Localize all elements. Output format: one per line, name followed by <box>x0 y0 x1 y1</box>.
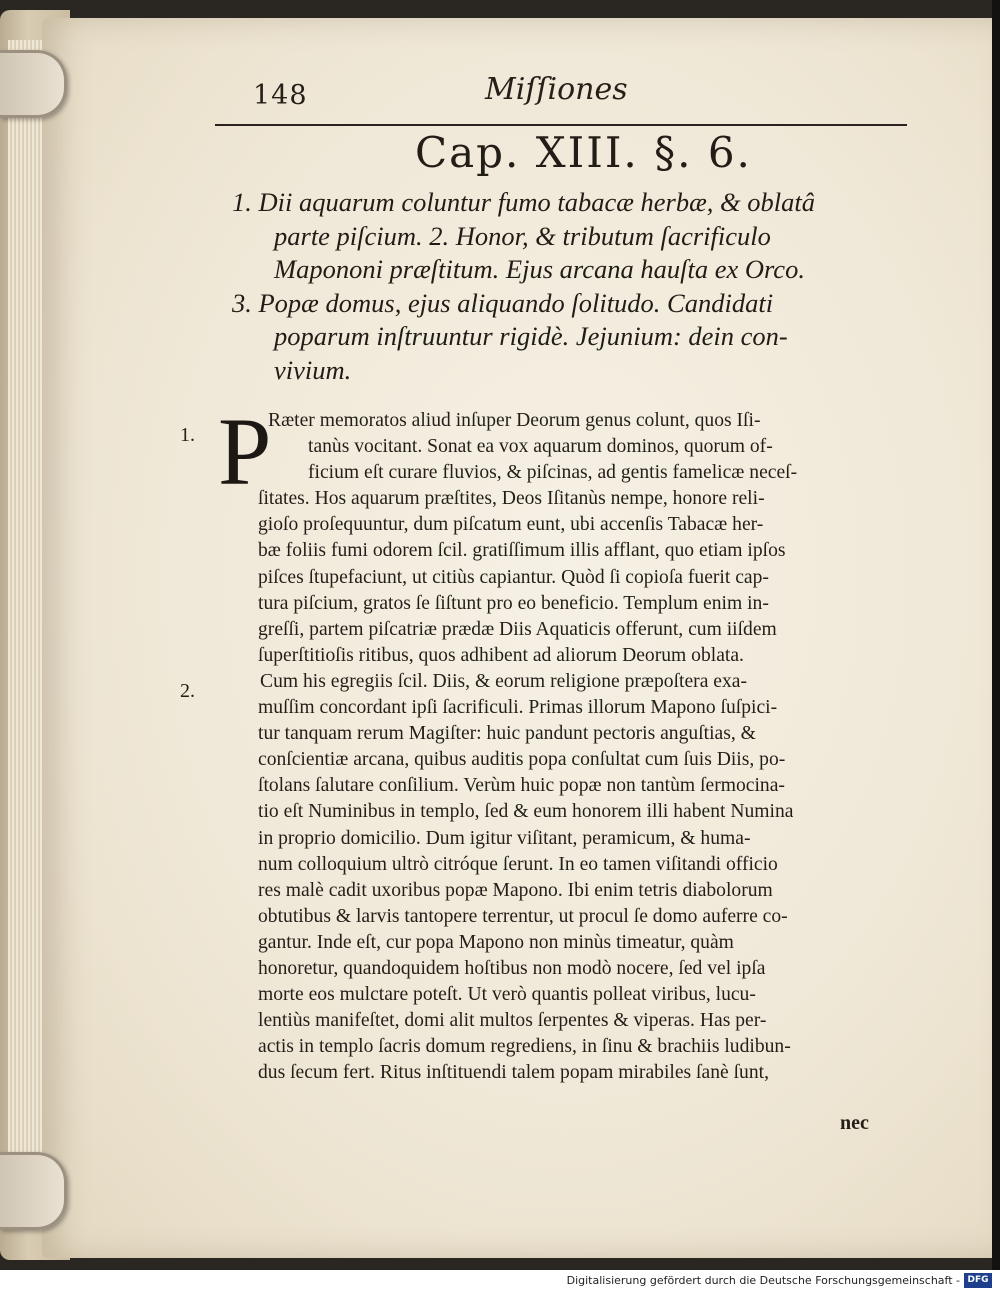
text-line: muſſim concordant ipſi ſacrificuli. Primas illorum Mapono ſuſpici- <box>258 697 778 719</box>
footer-bar <box>0 1270 1000 1292</box>
text-line: res malè cadit uxoribus popæ Mapono. Ibi enim tetris diabolorum <box>258 879 773 901</box>
text-line: num colloquium ultrò citróque ſerunt. In eo tamen viſitandi officio <box>258 853 778 875</box>
text-line: tio eſt Numinibus in templo, ſed & eum honorem illi habent Numina <box>258 801 794 823</box>
running-title: Miſſiones <box>485 72 628 107</box>
text-line: obtutibus & larvis tantopere terrentur, ut procul ſe domo auferre co- <box>258 905 788 927</box>
text-line: greſſi, partem piſcatriæ prædæ Diis Aquaticis offerunt, cum iiſdem <box>258 618 777 640</box>
text-line: ſuperſtitioſis ritibus, quos adhibent ad aliorum Deorum oblata. <box>258 644 744 666</box>
text-line: morte eos mulctare poteſt. Ut verò quantis polleat viribus, lucu- <box>258 984 756 1006</box>
text-line: honoretur, quandoquidem hoſtibus non modò nocere, ſed vel ipſa <box>258 957 766 979</box>
text-line: ſitates. Hos aquarum præſtites, Deos Iſitanùs nempe, honore reli- <box>258 488 765 510</box>
text-line: bæ foliis fumi odorem ſcil. gratiſſimum illis afflant, quo etiam ipſos <box>258 540 786 562</box>
drop-cap: P <box>218 398 272 505</box>
chapter-summary <box>232 186 912 387</box>
summary-line: vivium. <box>274 354 352 385</box>
text-line: actis in templo ſacris domum regrediens, in ſinu & brachiis ludibun- <box>258 1036 791 1058</box>
text-line: tanùs vocitant. Sonat ea vox aquarum dominos, quorum of- <box>308 436 773 458</box>
text-line: gioſo proſequuntur, dum piſcatum eunt, ubi accenſis Tabacæ her- <box>258 514 764 536</box>
text-line: Ræter memoratos aliud inſuper Deorum genus colunt, quos Iſi- <box>268 410 761 431</box>
book-clasp-bottom <box>0 1152 67 1230</box>
text-line: piſces ſtupefaciunt, ut citiùs capiantur. Quòd ſi copioſa fuerit cap- <box>258 566 769 588</box>
running-head <box>215 72 907 126</box>
summary-line: poparum inſtruuntur rigidè. Jejunium: dein con- <box>274 321 788 351</box>
chapter-heading: Cap. XIII. §. 6. <box>415 128 752 177</box>
text-line: in proprio domicilio. Dum igitur viſitant, peramicum, & huma- <box>258 827 751 849</box>
text-line: ſtolans ſalutare conſilium. Verùm huic popæ non tantùm ſermocina- <box>258 775 785 797</box>
summary-line: 1. Dii aquarum coluntur fumo tabacæ herbæ, & oblatâ <box>232 187 815 217</box>
text-line: Cum his egregiis ſcil. Diis, & eorum religione præpoſtera exa- <box>260 670 748 692</box>
text-line: ficium eſt curare fluvios, & piſcinas, ad gentis famelicæ neceſ- <box>308 462 798 484</box>
summary-line: parte piſcium. 2. Honor, & tributum ſacrificulo <box>274 220 771 251</box>
text-line: conſcientiæ arcana, quibus auditis popa conſultat cum ſuis Diis, po- <box>258 749 786 771</box>
margin-number: 2. <box>180 680 195 702</box>
scan-edge <box>992 0 1000 1270</box>
margin-number: 1. <box>180 424 195 446</box>
footer-credit: Digitalisierung gefördert durch die Deutsche Forschungsgemeinschaft - <box>566 1274 960 1287</box>
text-line: tur tanquam rerum Magiſter: huic pandunt pectoris anguſtias, & <box>258 723 756 745</box>
body-text <box>258 408 908 1086</box>
text-line: tura piſcium, gratos ſe ſiſtunt pro eo beneficio. Templum enim in- <box>258 592 769 614</box>
text-line: lentiùs manifeſtet, domi alit multos ſerpentes & viperas. Has per- <box>258 1010 767 1032</box>
text-line: gantur. Inde eſt, cur popa Mapono non minùs timeatur, quàm <box>258 931 734 953</box>
text-line: dus ſecum fert. Ritus inſtituendi talem popam mirabiles ſanè ſunt, <box>258 1062 769 1084</box>
summary-line: Mapononi præſtitum. Ejus arcana hauſta ex Orco. <box>274 254 805 284</box>
catchword: nec <box>840 1112 869 1134</box>
summary-line: 3. Popæ domus, ejus aliquando ſolitudo. Candidati <box>232 287 774 318</box>
dfg-logo-icon: DFG <box>964 1273 992 1288</box>
book-clasp-top <box>0 50 67 118</box>
page-number: 148 <box>253 80 308 111</box>
